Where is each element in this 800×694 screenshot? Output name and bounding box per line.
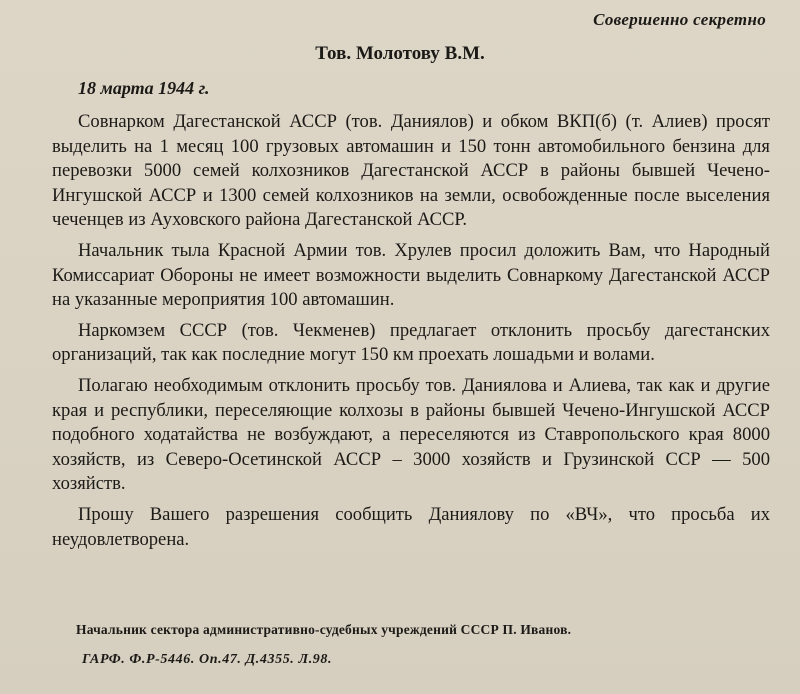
- paragraph-5: Прошу Вашего разрешения сообщить Даниялову по «ВЧ», что просьба их неудовлетворена.: [52, 503, 770, 550]
- archive-reference: ГАРФ. Ф.Р-5446. Оп.47. Д.4355. Л.98.: [82, 652, 333, 667]
- document-body: [52, 110, 770, 558]
- addressee-line: Тов. Молотову В.М.: [315, 43, 485, 64]
- classification-stamp: Совершенно секретно: [593, 10, 766, 29]
- paragraph-1: Совнарком Дагестанской АССР (тов. Даниялов) и обком ВКП(б) (т. Алиев) просят выделить на 1 месяц 100 грузовых автомашин и 150 тонн автомобильного бензина для перевозки 5000 семей колхозников Дагестанской АССР в районы бывшей Чечено-Ингушской АССР и 1300 семей колхозников на земли, освобожденные после выселения чеченцев из Ауховского района Дагестанской АССР.: [52, 111, 770, 231]
- paragraph-4: Полагаю необходимым отклонить просьбу тов. Даниялова и Алиева, так как и другие края и республики, переселяющие колхозы в районы бывшей Чечено-Ингушской АССР подобного ходатайства не возбуждают, а переселяются из Ставропольского края 8000 хозяйств, из Северо-Осетинской АССР – 3000 хозяйств и Грузинской ССР — 500 хозяйств.: [52, 374, 770, 495]
- paragraph-3: Наркомзем СССР (тов. Чекменев) предлагает отклонить просьбу дагестанских организаций, так как последние могут 150 км проехать лошадьми и волами.: [52, 319, 770, 366]
- document-date: 18 марта 1944 г.: [78, 78, 210, 98]
- signature-line: Начальник сектора административно-судебных учреждений СССР П. Иванов.: [76, 622, 572, 637]
- paragraph-2: Начальник тыла Красной Армии тов. Хрулев просил доложить Вам, что Народный Комиссариат Обороны не имеет возможности выделить Совнаркому Дагестанской АССР на указанные мероприятия 100 автомашин.: [52, 239, 770, 311]
